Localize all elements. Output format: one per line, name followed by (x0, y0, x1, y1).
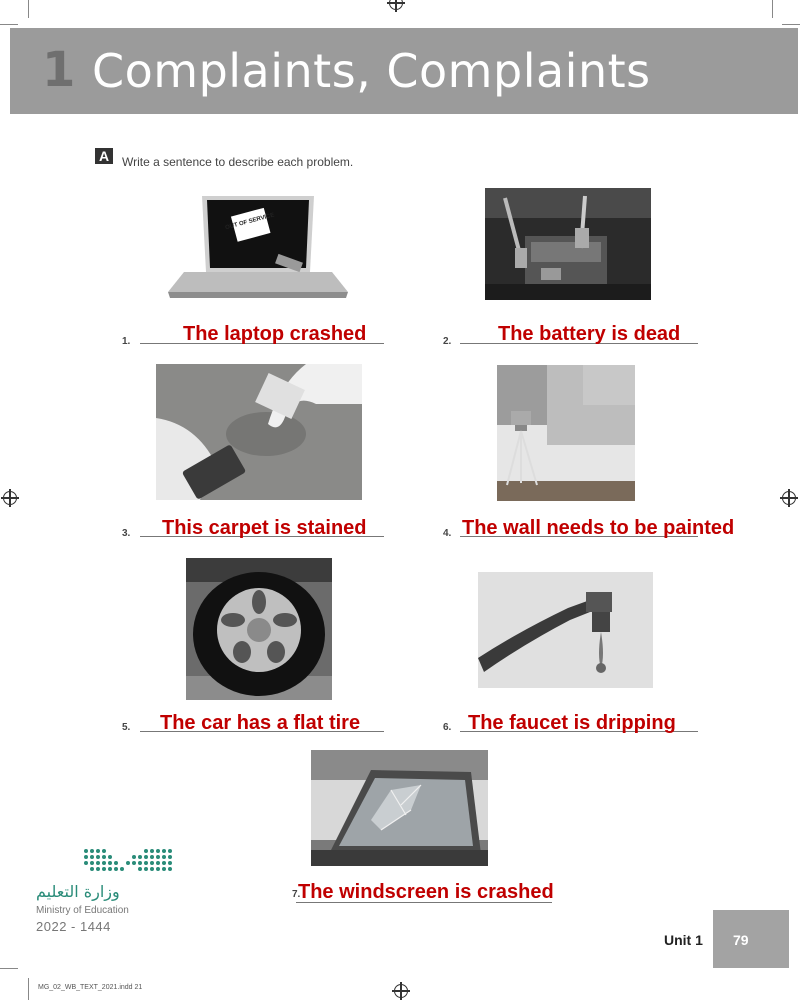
answer-text: This carpet is stained (162, 517, 367, 539)
ministry-year: 2022 - 1444 (36, 919, 111, 934)
exercise-instruction: Write a sentence to describe each problem. (122, 155, 354, 169)
page-number: 79 (733, 932, 749, 948)
crop-mark (772, 0, 773, 18)
registration-mark-icon (782, 491, 796, 505)
battery-photo (485, 188, 651, 300)
answer-text: The wall needs to be painted (462, 517, 735, 539)
item-number: 3. (122, 528, 131, 539)
item-number: 4. (443, 528, 452, 539)
page-number-box (713, 910, 789, 968)
crop-mark (0, 968, 18, 969)
answer-text: The faucet is dripping (468, 712, 676, 734)
crop-mark (782, 24, 800, 25)
page-title: Complaints, Complaints (92, 44, 651, 98)
windscreen-photo (311, 750, 488, 866)
file-name: MG_02_WB_TEXT_2021.indd 21 (38, 984, 143, 991)
ministry-name-arabic: وزارة التعليم (36, 882, 120, 901)
crop-mark (28, 0, 29, 18)
answer-text: The windscreen is crashed (298, 881, 554, 903)
unit-header (10, 28, 798, 114)
carpet-photo (156, 364, 362, 500)
out-of-service-sign: OUT OF SERVICE (224, 212, 276, 232)
crop-mark (0, 24, 18, 25)
exercise-badge: A (95, 148, 113, 164)
answer-text: The laptop crashed (183, 323, 367, 345)
registration-mark-icon (389, 0, 403, 10)
unit-number: 1 (42, 42, 76, 98)
laptop-photo (164, 188, 350, 300)
item-number: 6. (443, 722, 452, 733)
tire-photo (186, 558, 332, 700)
ministry-name-english: Ministry of Education (36, 905, 129, 916)
faucet-photo (478, 572, 653, 688)
crop-mark (28, 978, 29, 1000)
item-number: 1. (122, 336, 131, 347)
ministry-logo-icon (80, 847, 175, 879)
item-number: 5. (122, 722, 131, 733)
item-number: 7. (292, 889, 301, 900)
answer-text: The battery is dead (498, 323, 681, 345)
registration-mark-icon (394, 984, 408, 998)
answer-text: The car has a flat tire (160, 712, 361, 734)
item-number: 2. (443, 336, 452, 347)
registration-mark-icon (3, 491, 17, 505)
wall-photo (497, 365, 635, 501)
unit-label: Unit 1 (664, 932, 703, 948)
